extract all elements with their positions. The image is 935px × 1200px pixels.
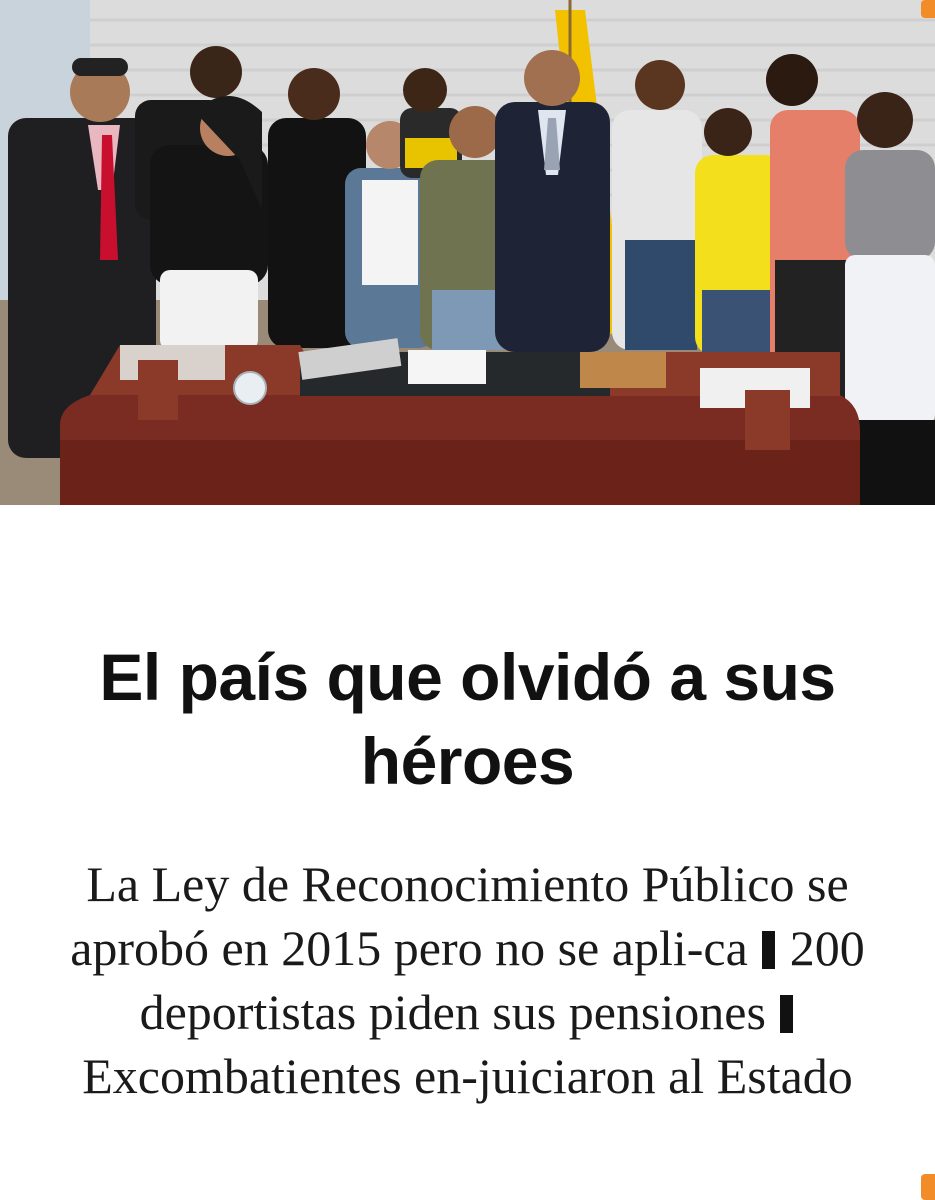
group-photo [0,0,935,505]
deck-part-3: Excombatientes en-juiciaron al Estado [82,1048,853,1104]
deck-part-2: 200 deportistas piden sus pensiones [139,920,865,1040]
accent-bar-top [921,0,935,18]
headline: El país que olvidó a sus héroes [99,640,836,798]
deck [40,852,895,1108]
separator-bar [780,995,793,1033]
separator-bar [762,931,775,969]
accent-bar-bottom [921,1174,935,1200]
deck-part-1: La Ley de Reconocimiento Público se aprobó en 2015 pero no se apli-ca [70,856,849,976]
